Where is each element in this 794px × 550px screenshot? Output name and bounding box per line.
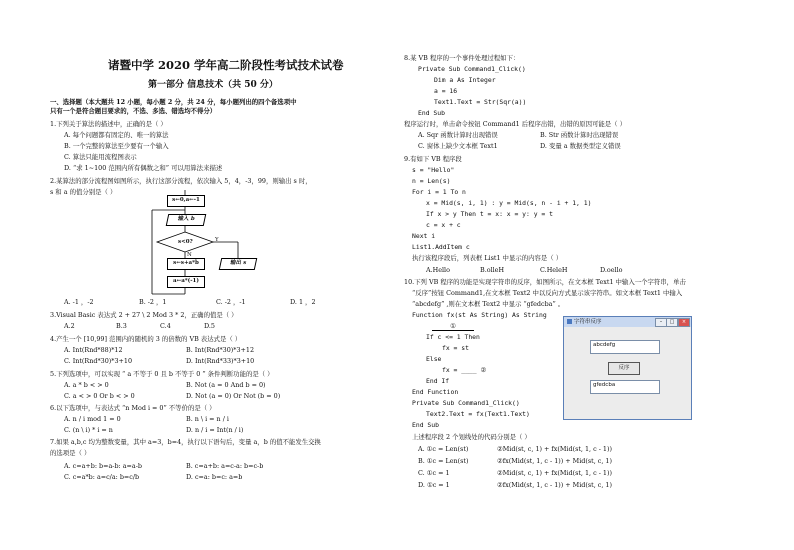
- q10-stem-3: “abcdefg” ,则在文本框 Text2 中显示 “gfedcba” 。: [412, 300, 565, 308]
- q9-code-line: If x > y Then t = x: x = y: y = t: [426, 210, 553, 218]
- q7-stem: 7.如果 a,b,c 均为整数变量，其中 a=3，b=4，执行以下语句后，变量 a，b 的值不能发生交换: [50, 438, 321, 446]
- app-icon: [567, 319, 572, 324]
- q2-option-b: B. -2 ，1: [139, 298, 167, 306]
- q10-code-line: Else: [426, 355, 442, 363]
- q2-stem-2: s 和 a 的值分别是（ ）: [50, 188, 117, 196]
- q8-code-line: End Sub: [418, 109, 445, 117]
- q8-note: 程序运行时，单击命令按钮 Command1 后程序出错，出错的原因可能是（ ）: [404, 120, 626, 128]
- q8-code-line: Text1.Text = Str(Sqr(a)): [434, 98, 527, 106]
- q10-code-line: Function fx(st As String) As String: [412, 311, 547, 319]
- q2-option-d: D. 1 ，2: [290, 298, 316, 306]
- text1-input[interactable]: abcdefg: [590, 340, 660, 354]
- q2-stem: 2.某算法的部分流程图如图所示，执行这部分流程，依次输入 5，4，-3，99，则输出 s 时，: [50, 177, 312, 185]
- q5-option-b: B. Not (a = 0 And b = 0): [186, 381, 266, 389]
- q1-stem: 1.下列关于算法的描述中，正确的是（ ）: [50, 120, 167, 128]
- q7-stem-2: 的选项是（ ）: [50, 449, 91, 457]
- text2-output[interactable]: gfedcba: [590, 380, 660, 394]
- flow-yes-label: Y: [215, 237, 219, 243]
- q8-code-line: a = 16: [434, 87, 458, 95]
- q10-stem-2: “反序”按钮 Command1,在文本框 Text2 中以反向方式显示该字符串。如文本框 Text1 中输入: [412, 289, 683, 297]
- section-title-2: 只有一个是符合题目要求的，不选、多选、错选均不得分）: [50, 107, 217, 115]
- reverse-string-window: [563, 316, 692, 420]
- minimize-icon[interactable]: –: [655, 318, 667, 327]
- q6-stem: 6.以下选项中，与表达式 “n Mod i = 0” 不等价的是（ ）: [50, 404, 216, 412]
- q10-code-line: If c <= 1 Then: [426, 333, 480, 341]
- q6-option-a: A. n / i mod 1 = 0: [64, 415, 121, 423]
- flow-assign-s-box: s←s+a*b: [167, 258, 205, 270]
- flow-init-box: s←0,a←-1: [167, 195, 205, 207]
- q8-option-c: C. 窗体上缺少文本框 Text1: [418, 142, 498, 150]
- q6-option-c: C. (n \ i) * i = n: [64, 426, 113, 434]
- q5-option-c: C. a < > 0 Or b < > 0: [64, 392, 135, 400]
- flow-no-label: N: [187, 252, 192, 258]
- q10-blank-1: ①: [432, 322, 474, 331]
- reverse-button[interactable]: 反序: [608, 362, 640, 375]
- q9-note: 执行该程序段后，列表框 List1 中显示的内容是（ ）: [412, 254, 563, 262]
- q9-code-line: For i = 1 To n: [412, 188, 466, 196]
- q10-code-line: End Function: [412, 388, 459, 396]
- q3-option-c: C.4: [160, 322, 171, 330]
- q10-note: 上述程序段 2 个划线处的代码分别是（ ）: [412, 433, 531, 441]
- q10-option-c-2: ②Mid(st, c, 1) + fx(Mid(st, 1, c - 1)): [497, 469, 612, 477]
- q3-option-b: B.3: [116, 322, 127, 330]
- q2-option-a: A. -1 ，-2: [64, 298, 94, 306]
- q9-code-line: n = Len(s): [412, 177, 451, 185]
- q7-option-d: D. c=a: b=c: a=b: [186, 473, 243, 481]
- q10-code-line: Text2.Text = fx(Text1.Text): [426, 410, 530, 418]
- q1-option-b: B. 一个完整的算法至少要有一个输入: [64, 142, 169, 150]
- q9-code-line: s = "Hello": [412, 166, 455, 174]
- q3-option-d: D.5: [204, 322, 215, 330]
- q8-stem: 8.某 VB 程序的一个事件处理过程如下：: [404, 54, 520, 62]
- q5-option-d: D. Not (a = 0) Or Not (b = 0): [186, 392, 281, 400]
- q9-option-d: D.oello: [600, 266, 623, 274]
- flow-input-box: 输入 b: [166, 214, 207, 226]
- q8-code-line: Private Sub Command1_Click(): [418, 65, 526, 73]
- q10-code-line: End If: [426, 377, 450, 385]
- q9-option-b: B.olleH: [480, 266, 505, 274]
- q10-option-b-1: B. ①c = Len(st): [418, 457, 469, 465]
- q9-code-line: c = x + c: [426, 221, 461, 229]
- q6-option-d: D. n / i = Int(n / i): [186, 426, 244, 434]
- q1-option-c: C. 算法只能用流程图表示: [64, 153, 137, 161]
- q10-option-b-2: ②fx(Mid(st, 1, c - 1)) + Mid(st, c, 1): [497, 457, 612, 465]
- q4-option-d: D. Int(Rnd*33)*3+10: [186, 357, 255, 365]
- q1-option-d: D. “求 1~100 范围内所有偶数之和” 可以用算法来描述: [64, 164, 223, 172]
- part-title: 第一部分 信息技术（共 50 分）: [148, 80, 278, 90]
- q10-stem: 10.下列 VB 程序的功能是实现字符串的反序，如图所示，在文本框 Text1 中输入一个字符串，单击: [404, 278, 686, 286]
- page-title: 诸暨中学 2020 学年高二阶段性考试技术试卷: [108, 58, 344, 72]
- window-title: 字符串反序: [574, 319, 602, 325]
- q5-stem: 5.下列选项中，可以实现 “ a 不等于 0 且 b 不等于 0 ” 条件判断功能的是（ ）: [50, 370, 274, 378]
- q10-code-line: Private Sub Command1_Click(): [412, 399, 520, 407]
- q9-stem: 9.有如下 VB 程序段: [404, 155, 462, 163]
- q10-option-d-1: D. ①c = 1: [418, 481, 450, 489]
- q4-option-a: A. Int(Rnd*88)*12: [64, 346, 123, 354]
- q10-code-line: fx = st: [442, 344, 469, 352]
- q4-option-c: C. Int(Rnd*30)*3+10: [64, 357, 133, 365]
- q10-option-a-2: ②Mid(st, c, 1) + fx(Mid(st, 1, c - 1)): [497, 445, 612, 453]
- q8-option-b: B. Str 函数计算时出现错误: [540, 131, 619, 139]
- q10-code-line: End Sub: [412, 421, 439, 429]
- q8-option-d: D. 变量 a 数据类型定义错误: [540, 142, 621, 150]
- q9-code-line: Next i: [412, 232, 436, 240]
- q10-option-d-2: ②fx(Mid(st, 1, c - 1)) + Mid(st, c, 1): [497, 481, 612, 489]
- section-title: 一、选择题（本大题共 12 小题，每小题 2 分，共 24 分，每小题列出的四个备选项中: [50, 98, 297, 106]
- q7-option-b: B. c=a+b: a=c-a: b=c-b: [186, 462, 264, 470]
- q6-option-b: B. n \ i = n / i: [186, 415, 229, 423]
- q3-stem: 3.Visual Basic 表达式 2 + 27 \ 2 Mod 3 * 2，正确的值是（ ）: [50, 311, 238, 319]
- q5-option-a: A. a * b < > 0: [64, 381, 109, 389]
- q8-option-a: A. Sqr 函数计算时出现错误: [418, 131, 498, 139]
- close-icon[interactable]: ×: [678, 318, 690, 327]
- flow-condition: s<0?: [178, 239, 193, 245]
- q9-option-a: A.Hello: [426, 266, 450, 274]
- q10-blank-2: fx = ____ ②: [442, 366, 487, 374]
- q4-stem: 4.产生一个 [10,99] 范围内的随机的 3 的倍数的 VB 表达式是（ ）: [50, 335, 242, 343]
- q10-option-a-1: A. ①c = Len(st): [418, 445, 469, 453]
- flow-assign-a-box: a←a*(-1): [167, 276, 205, 288]
- q8-code-line: Dim a As Integer: [434, 76, 496, 84]
- q9-code-line: List1.AddItem c: [412, 243, 470, 251]
- q1-option-a: A. 每个问题都有固定的、唯一的算法: [64, 131, 169, 139]
- q9-code-line: x = Mid(s, i, 1) : y = Mid(s, n - i + 1, 1): [426, 199, 592, 207]
- q3-option-a: A.2: [64, 322, 75, 330]
- maximize-icon[interactable]: □: [666, 318, 678, 327]
- q7-option-a: A. c=a+b: b=a-b: a=a-b: [64, 462, 142, 470]
- q4-option-b: B. Int(Rnd*30)*3+12: [186, 346, 255, 354]
- flow-output-box: 输出 s: [219, 258, 258, 270]
- q7-option-c: C. c=a*b: a=c/a: b=c/b: [64, 473, 140, 481]
- q10-option-c-1: C. ①c = 1: [418, 469, 450, 477]
- q2-option-c: C. -2 ，-1: [216, 298, 246, 306]
- window-title-bar: [564, 317, 691, 327]
- q9-option-c: C.HeleH: [540, 266, 568, 274]
